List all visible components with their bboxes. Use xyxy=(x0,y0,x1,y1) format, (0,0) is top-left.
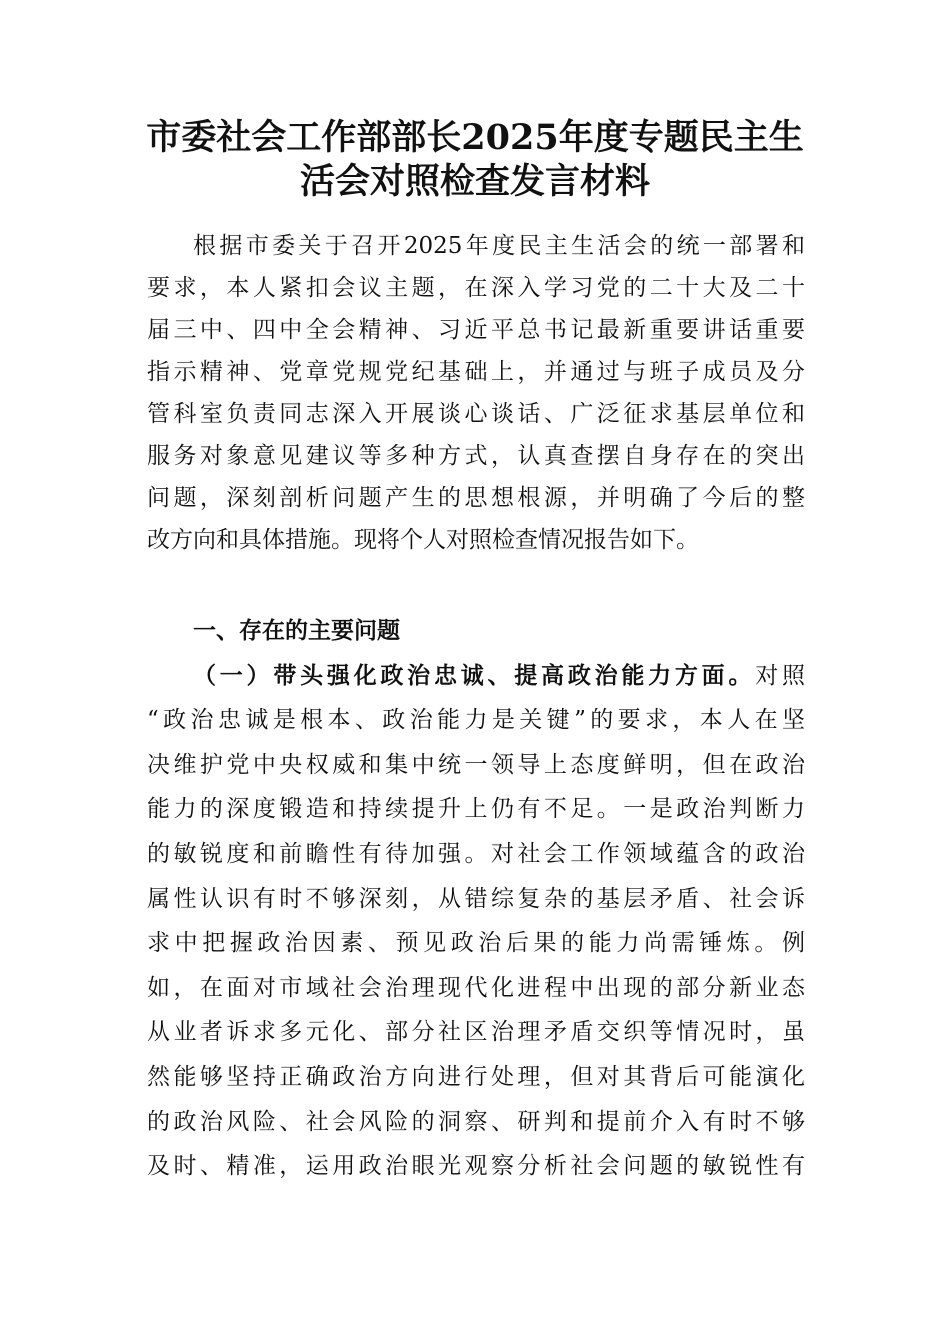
text-line: 如，在面对市域社会治理现代化进程中出现的部分新业态 xyxy=(147,974,805,1001)
intro-paragraph xyxy=(147,225,805,561)
section-heading: 一、存在的主要问题 xyxy=(193,617,400,644)
text-line: 能力的深度锻造和持续提升上仍有不足。一是政治判断力 xyxy=(147,796,805,823)
text-line: 从业者诉求多元化、部分社区治理矛盾交织等情况时，虽 xyxy=(147,1019,805,1046)
text-line: 然能够坚持正确政治方向进行处理，但对其背后可能演化 xyxy=(147,1063,805,1090)
text-line: 届三中、四中全会精神、习近平总书记最新重要讲话重要 xyxy=(147,317,805,343)
text-line: 指示精神、党章党规党纪基础上，并通过与班子成员及分 xyxy=(147,359,805,385)
text-line: 改方向和具体措施。现将个人对照检查情况报告如下。 xyxy=(147,527,699,553)
text-fragment: 对照 xyxy=(755,662,806,689)
document-title xyxy=(140,116,810,204)
subsection-heading: （一）带头强化政治忠诚、提高政治能力方面。 xyxy=(193,661,756,689)
section-one xyxy=(147,609,805,1189)
text-line: 的政治风险、社会风险的洞察、研判和提前介入有时不够 xyxy=(147,1108,805,1135)
text-line: “政治忠诚是根本、政治能力是关键”的要求，本人在坚 xyxy=(147,707,805,734)
text-line: 属性认识有时不够深刻，从错综复杂的基层矛盾、社会诉 xyxy=(147,885,805,912)
text-line: 根据市委关于召开2025年度民主生活会的统一部署和 xyxy=(193,233,805,259)
text-line: 服务对象意见建议等多种方式，认真查摆自身存在的突出 xyxy=(147,443,805,469)
text-line xyxy=(147,654,805,699)
text-line: 要求，本人紧扣会议主题，在深入学习党的二十大及二十 xyxy=(147,275,805,301)
title-line: 活会对照检查发言材料 xyxy=(299,161,650,202)
text-line: 的敏锐度和前瞻性有待加强。对社会工作领域蕴含的政治 xyxy=(147,840,805,867)
title-line: 市委社会工作部部长2025年度专题民主生 xyxy=(146,117,804,158)
text-line: 及时、精准，运用政治眼光观察分析社会问题的敏锐性有 xyxy=(147,1153,805,1180)
text-line: 问题，深刻剖析问题产生的思想根源，并明确了今后的整 xyxy=(147,485,805,511)
text-line: 求中把握政治因素、预见政治后果的能力尚需锤炼。例 xyxy=(147,930,805,957)
text-line: 决维护党中央权威和集中统一领导上态度鲜明，但在政治 xyxy=(147,751,805,778)
text-line: 管科室负责同志深入开展谈心谈话、广泛征求基层单位和 xyxy=(147,401,805,427)
